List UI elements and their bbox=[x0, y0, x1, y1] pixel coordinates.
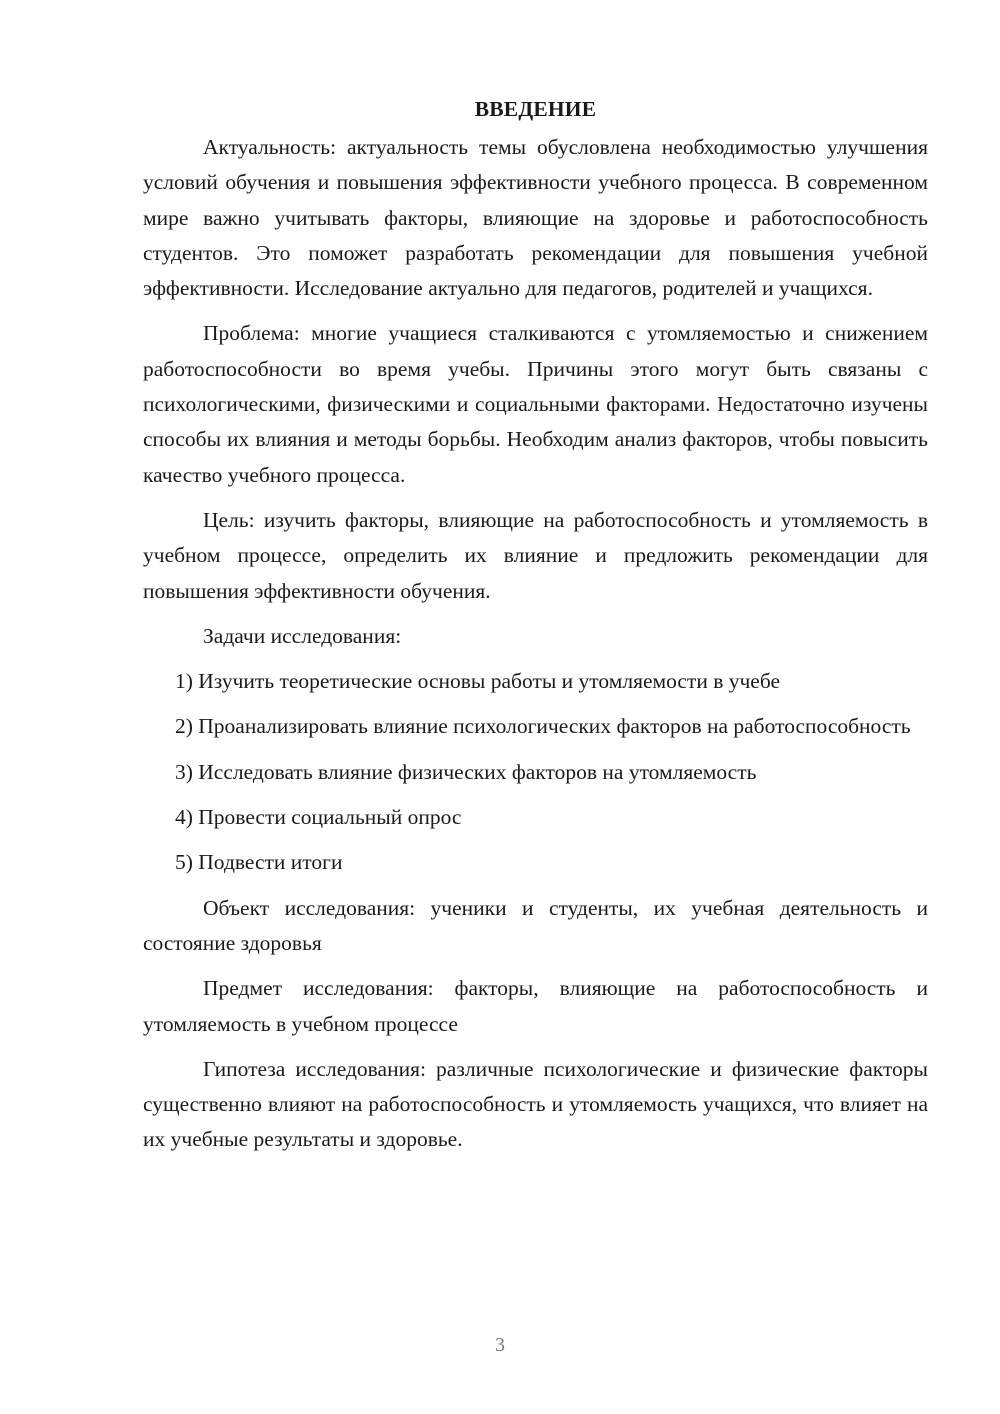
tasks-title: Задачи исследования: bbox=[203, 623, 402, 648]
goal-paragraph: Цель: изучить факторы, влияющие на работоспособность и утомляемость в учебном процессе, определить их влияние и предложить рекомендации для повышения эффективности обучения. bbox=[143, 507, 928, 603]
task-item-2: 2) Проанализировать влияние психологических факторов на работоспособность bbox=[175, 714, 911, 739]
relevance-paragraph: Актуальность: актуальность темы обусловлена необходимостью улучшения условий обучения и повышения эффективности учебного процесса. В современном мире важно учитывать факторы, влияющие на здоровье и работоспособность студентов. Это поможет разработать рекомендации для повышения учебной эффективности. Исследование актуально для педагогов, родителей и учащихся. bbox=[143, 135, 928, 301]
section-heading: ВВЕДЕНИЕ bbox=[474, 97, 597, 121]
hypothesis-paragraph: Гипотеза исследования: различные психологические и физические факторы существенно влияют на работоспособность и утомляемость учащихся, что влияет на их учебные результаты и здоровье. bbox=[143, 1056, 928, 1152]
object-paragraph: Объект исследования: ученики и студенты, их учебная деятельность и состояние здоровья bbox=[143, 895, 928, 955]
task-item-5: 5) Подвести итоги bbox=[175, 850, 343, 875]
page-number: 3 bbox=[495, 1334, 505, 1356]
task-item-1: 1) Изучить теоретические основы работы и утомляемости в учебе bbox=[175, 669, 781, 694]
subject-paragraph: Предмет исследования: факторы, влияющие на работоспособность и утомляемость в учебном процессе bbox=[143, 976, 928, 1036]
problem-paragraph: Проблема: многие учащиеся сталкиваются с утомляемостью и снижением работоспособности во время учебы. Причины этого могут быть связаны с психологическими, физическими и социальными факторами. Недостаточно изучены способы их влияния и методы борьбы. Необходим анализ факторов, чтобы повысить качество учебного процесса. bbox=[143, 321, 928, 487]
document-page bbox=[143, 92, 928, 1158]
task-item-4: 4) Провести социальный опрос bbox=[175, 805, 462, 830]
task-item-3: 3) Исследовать влияние физических факторов на утомляемость bbox=[175, 759, 757, 784]
